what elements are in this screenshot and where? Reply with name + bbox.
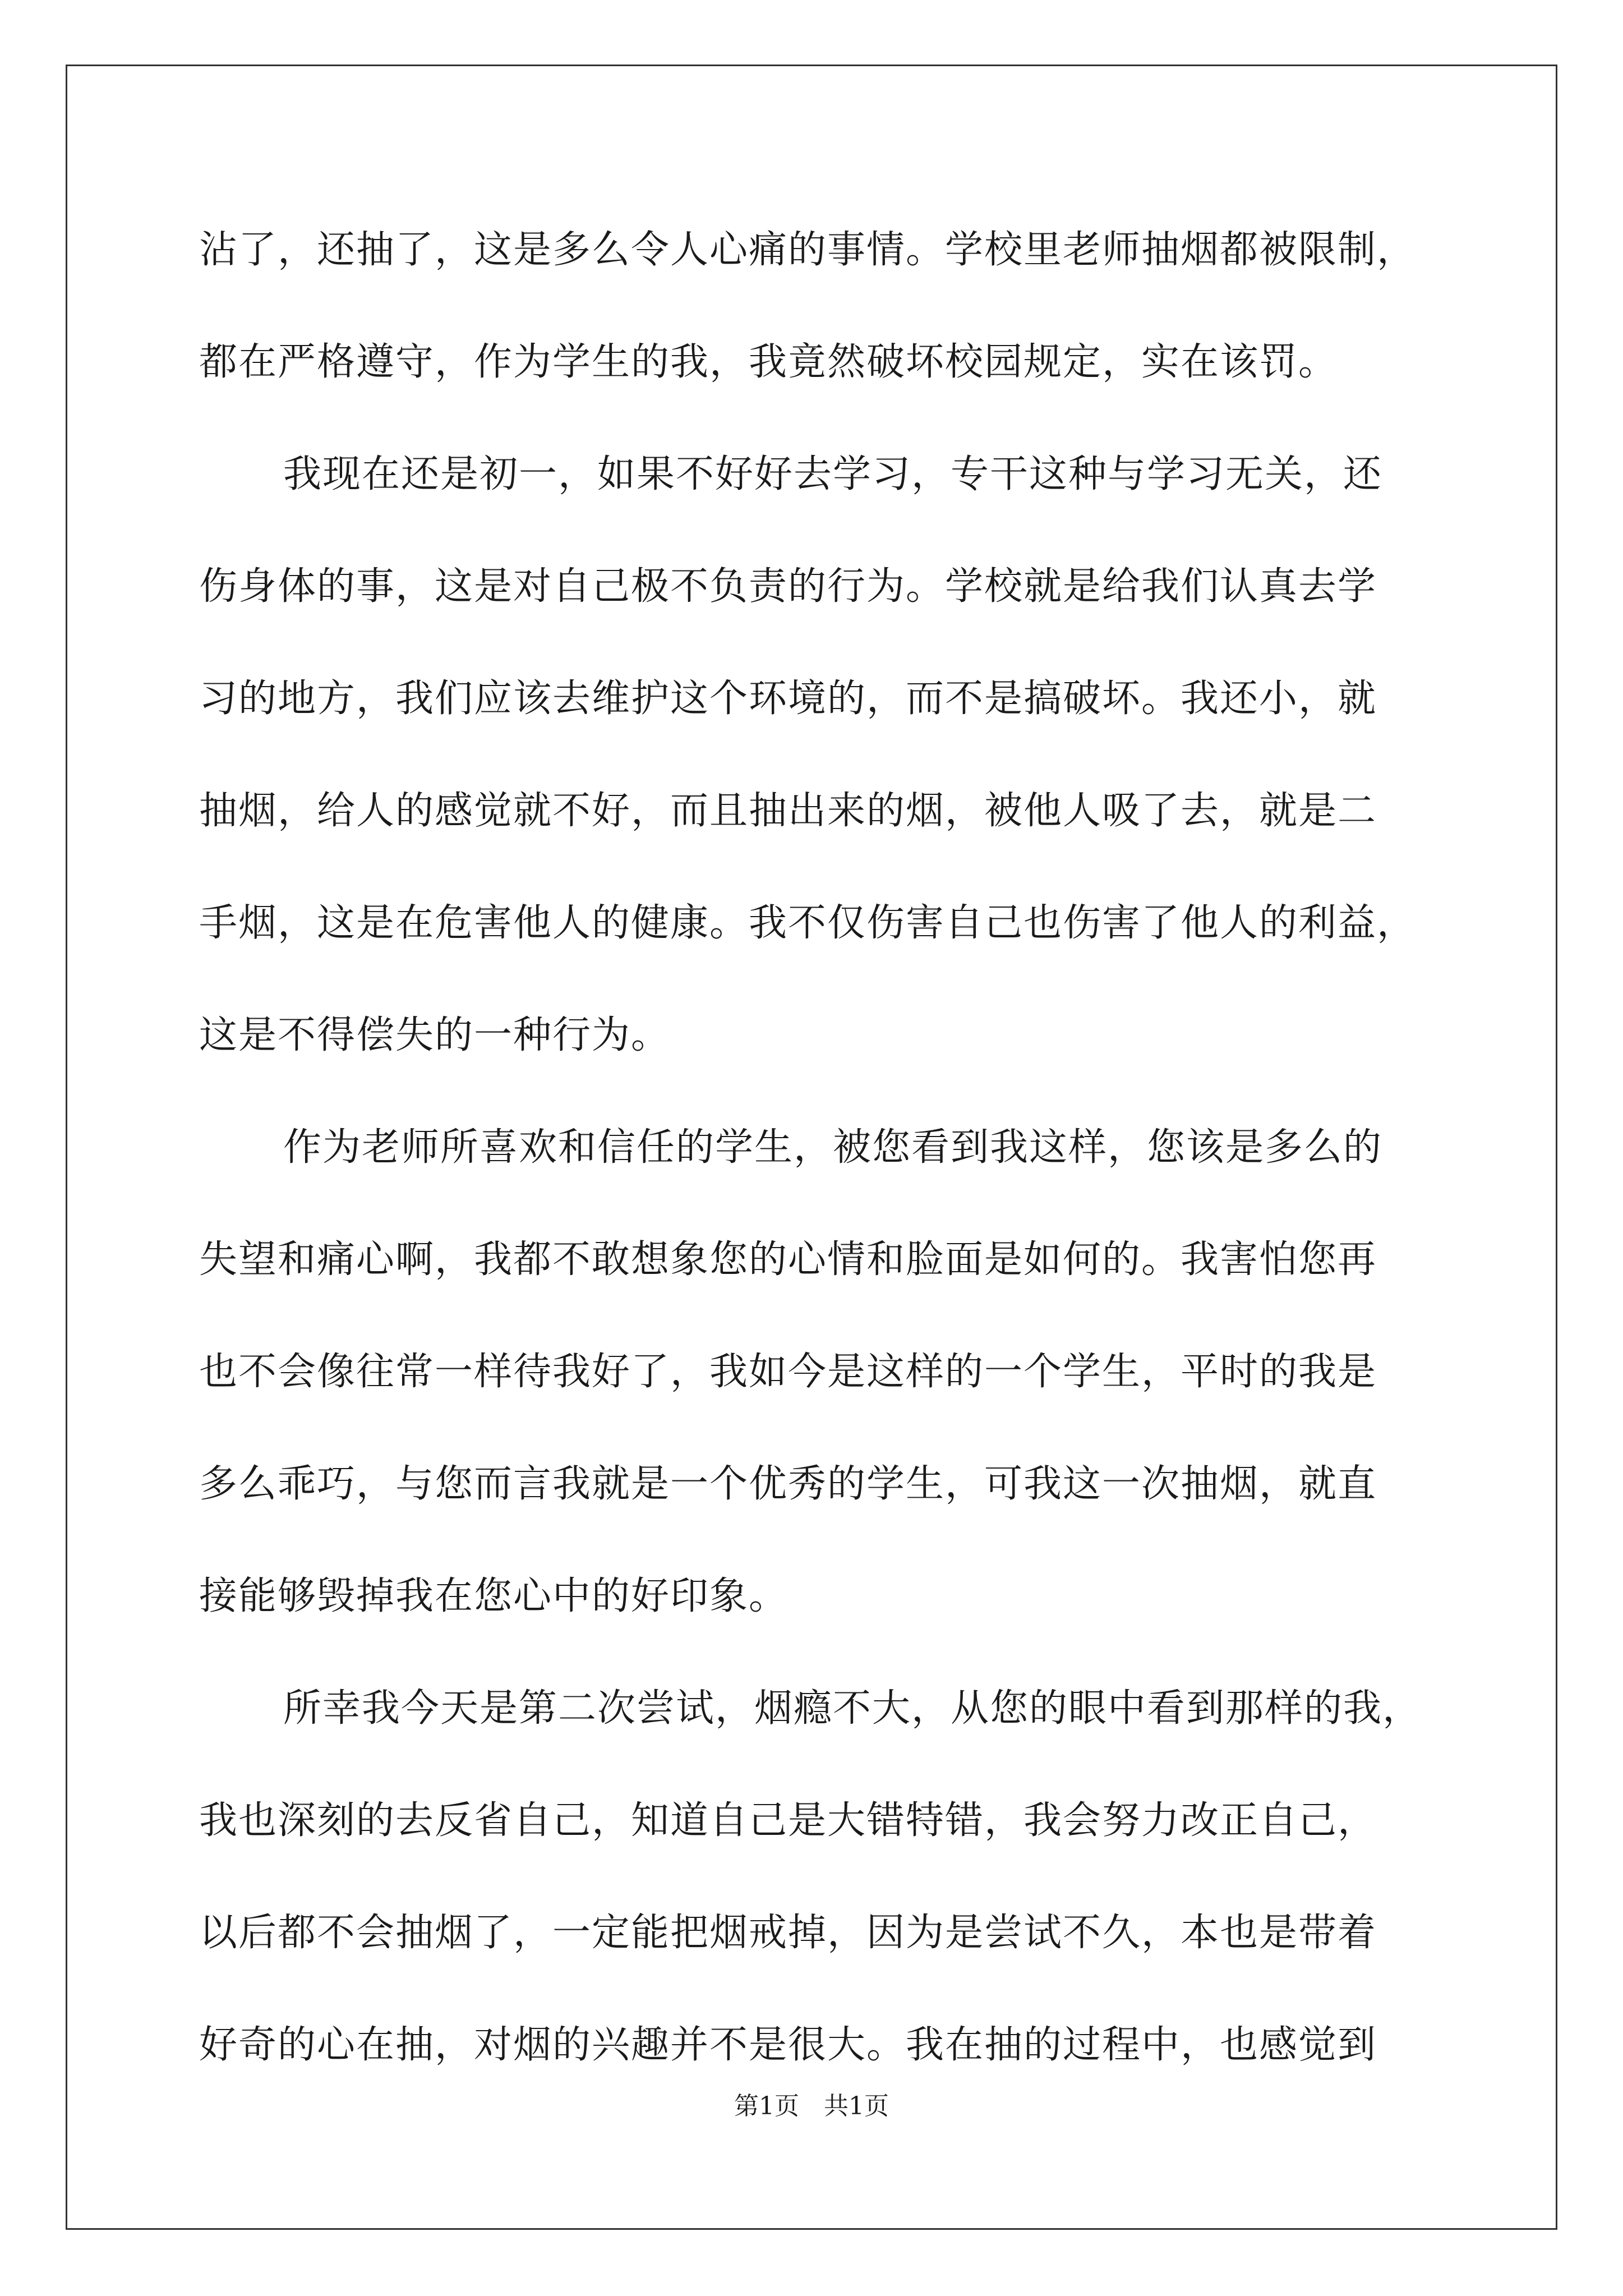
document-body (199, 194, 1455, 2101)
text-line: 习的地方，我们应该去维护这个环境的，而不是搞破坏。我还小，就 (199, 677, 1377, 721)
text-line: 以后都不会抽烟了，一定能把烟戒掉，因为是尝试不久，本也是带着 (199, 1911, 1377, 1955)
text-line: 这是不得偿失的一种行为。 (199, 1013, 671, 1057)
paragraph (199, 194, 1455, 418)
text-line: 接能够毁掉我在您心中的好印象。 (199, 1574, 789, 1618)
page-footer: 第1页 共1页 (734, 2092, 889, 2120)
text-line: 作为老师所喜欢和信任的学生，被您看到我这样，您该是多么的 (283, 1125, 1383, 1170)
text-line: 我现在还是初一，如果不好好去学习，专干这种与学习无关，还 (283, 452, 1383, 496)
paragraph (199, 1092, 1455, 1653)
text-line: 失望和痛心啊，我都不敢想象您的心情和脸面是如何的。我害怕您再 (199, 1237, 1377, 1282)
text-line: 多么乖巧，与您而言我就是一个优秀的学生，可我这一次抽烟，就直 (199, 1462, 1377, 1506)
paragraph (199, 1653, 1455, 2101)
text-line: 沾了，还抽了，这是多么令人心痛的事情。学校里老师抽烟都被限制， (199, 228, 1417, 272)
text-line: 我也深刻的去反省自己，知道自己是大错特错，我会努力改正自己， (199, 1798, 1377, 1843)
text-line: 好奇的心在抽，对烟的兴趣并不是很大。我在抽的过程中，也感觉到 (199, 2023, 1377, 2067)
text-line: 伤身体的事，这是对自己极不负责的行为。学校就是给我们认真去学 (199, 564, 1377, 609)
text-line: 所幸我今天是第二次尝试，烟瘾不大，从您的眼中看到那样的我， (283, 1686, 1422, 1731)
text-line: 抽烟，给人的感觉就不好，而且抽出来的烟，被他人吸了去，就是二 (199, 789, 1377, 833)
text-line: 也不会像往常一样待我好了，我如今是这样的一个学生，平时的我是 (199, 1350, 1377, 1394)
text-line: 都在严格遵守，作为学生的我，我竟然破坏校园规定，实在该罚。 (199, 340, 1338, 384)
paragraph (199, 418, 1455, 1092)
text-line: 手烟，这是在危害他人的健康。我不仅伤害自己也伤害了他人的利益， (199, 901, 1417, 945)
